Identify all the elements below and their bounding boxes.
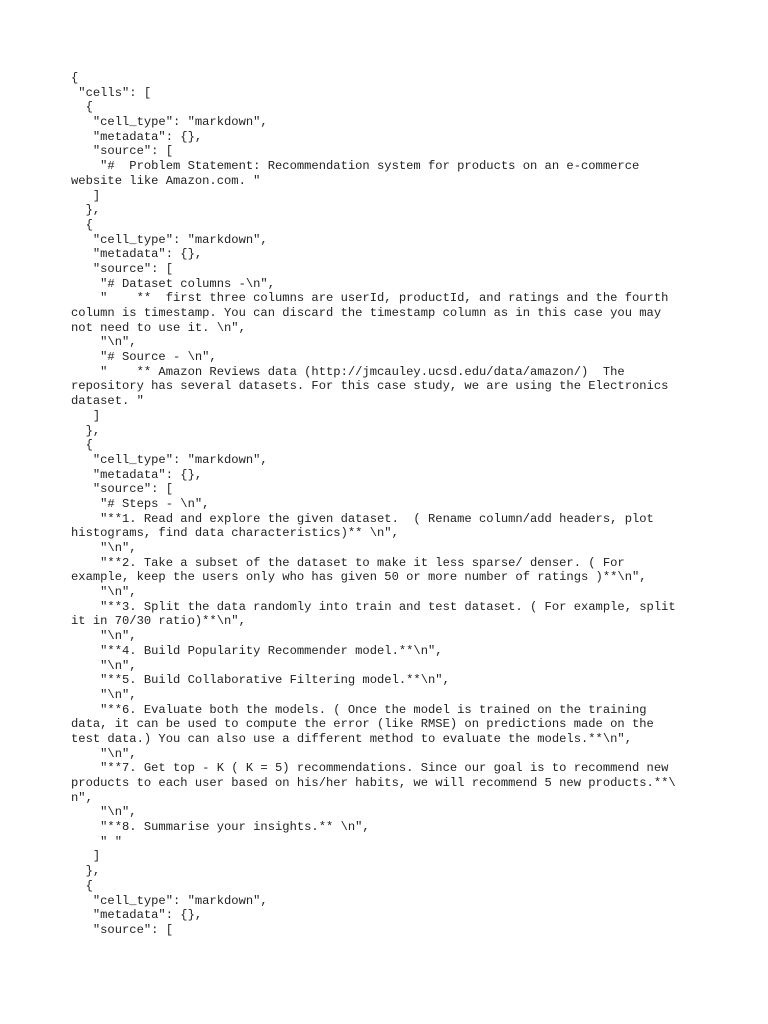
text-line: { [71,100,93,115]
text-line: "\n", [71,629,137,644]
text-line: "**7. Get top - K ( K = 5) recommendations. Since our goal is to recommend new [71,761,669,776]
text-line: { [71,878,93,893]
document-page [71,71,701,938]
text-line: "cell_type": "markdown", [71,452,268,467]
text-line: example, keep the users only who has given 50 or more number of ratings )**\n", [71,570,647,585]
text-line: }, [71,864,101,879]
text-line: "metadata": {}, [71,908,203,923]
text-line: "**6. Evaluate both the models. ( Once the model is trained on the training [71,702,647,717]
text-line: "\n", [71,541,137,555]
text-line: "\n", [71,805,137,820]
text-line: "# Problem Statement: Recommendation system for products on an e-commerce [71,159,640,174]
text-line: "metadata": {}, [71,247,203,262]
text-line: " ** Amazon Reviews data (http://jmcauley.ucsd.edu/data/amazon/) The [71,364,625,379]
text-line: "# Source - \n", [71,350,217,365]
text-line: it in 70/30 ratio)**\n", [71,614,246,629]
text-line: " " [71,834,122,849]
text-line: ] [71,849,101,864]
text-line: "**2. Take a subset of the dataset to make it less sparse/ denser. ( For [71,555,625,570]
text-line: "cell_type": "markdown", [71,232,268,247]
text-line: "\n", [71,585,137,600]
text-line: "source": [ [71,482,173,497]
text-line: ] [71,188,101,203]
text-line: "source": [ [71,922,173,937]
text-line: " ** first three columns are userId, productId, and ratings and the fourth [71,291,669,306]
text-line: { [71,71,79,85]
text-line: not need to use it. \n", [71,320,246,335]
text-line: "metadata": {}, [71,467,203,482]
text-line: "\n", [71,687,137,702]
text-line: "\n", [71,335,137,350]
text-line: }, [71,423,101,438]
text-line: { [71,438,93,453]
text-line: "**5. Build Collaborative Filtering model.**\n", [71,673,450,688]
text-line: test data.) You can also use a different method to evaluate the models.**\n", [71,731,632,746]
text-line: "cells": [ [71,85,152,100]
text-line: column is timestamp. You can discard the timestamp column as in this case you may [71,306,662,320]
text-line: }, [71,203,101,218]
text-line: "cell_type": "markdown", [71,115,268,130]
text-line: histograms, find data characteristics)** \n", [71,526,399,541]
text-line: repository has several datasets. For this case study, we are using the Electronics [71,379,669,394]
text-line: website like Amazon.com. " [71,173,261,188]
text-line: { [71,217,93,232]
text-line: dataset. " [71,394,144,409]
text-line: ] [71,408,101,423]
text-line: "source": [ [71,261,173,276]
text-line: "# Steps - \n", [71,496,210,511]
text-line: "**1. Read and explore the given dataset. ( Rename column/add headers, plot [71,511,654,526]
text-line: "source": [ [71,144,173,159]
text-line: data, it can be used to compute the error (like RMSE) on predictions made on the [71,717,654,732]
text-line: "\n", [71,658,137,673]
text-line: "\n", [71,746,137,761]
text-line: "**4. Build Popularity Recommender model.**\n", [71,643,443,658]
text-line: "**3. Split the data randomly into train and test dataset. ( For example, split [71,599,676,614]
text-line: "cell_type": "markdown", [71,893,268,908]
text-line: "metadata": {}, [71,129,203,144]
text-line: "**8. Summarise your insights.** \n", [71,820,370,835]
text-line: n", [71,790,93,805]
text-line: products to each user based on his/her habits, we will recommend 5 new products.**\ [71,776,676,790]
text-line: "# Dataset columns -\n", [71,276,275,291]
